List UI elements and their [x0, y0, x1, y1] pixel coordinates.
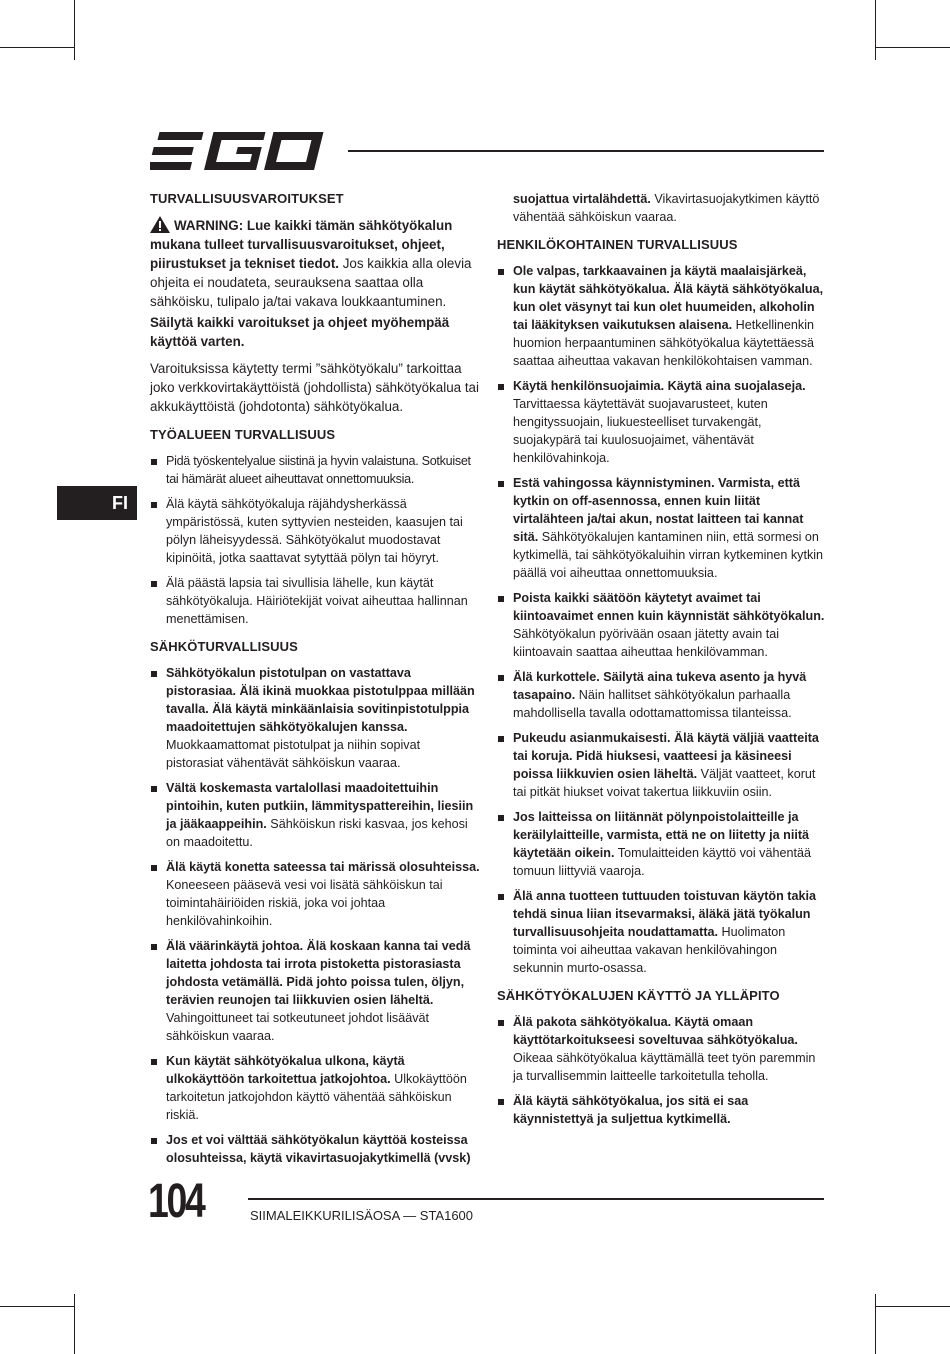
- language-tab: FI: [57, 486, 137, 520]
- list-item: Älä käytä sähkötyökaluja räjähdysherkässä ympäristössä, kuten syttyvien nesteiden, kaasujen tai pölyn läheisyydessä. Sähkötyökalut muodostavat kipinöitä, jotka saattavat sytyttää pölyn tai höyryt.: [150, 495, 480, 567]
- tool-use-list: [497, 1013, 827, 1128]
- warning-paragraph: [150, 216, 480, 351]
- list-item: Käytä henkilönsuojaimia. Käytä aina suojalaseja. Tarvittaessa käytettävät suojavarusteet, kuten hengityssuojain, liukuesteelliset turvakengät, suojakypärä tai kuulosuojaimet, vähentävät henkilövahinkoja.: [497, 377, 827, 467]
- header-rule: [348, 150, 824, 152]
- continuation-paragraph: suojattua virtalähdettä. Vikavirtasuojakytkimen käyttö vähentää sähköiskun vaaraa.: [513, 192, 820, 224]
- crop-mark: [875, 47, 950, 48]
- work-area-heading: TYÖALUEEN TURVALLISUUS: [150, 427, 336, 442]
- warning-label: WARNING:: [174, 218, 244, 233]
- warning-triangle-icon: [150, 216, 170, 233]
- ego-logo: [150, 130, 330, 172]
- list-item: Älä käytä konetta sateessa tai märissä olosuhteissa. Koneeseen pääsevä vesi voi lisätä sähköiskun tai toimintahäiriöiden riskiä, joka voi johtaa henkilövahinkoihin.: [150, 858, 480, 930]
- list-item: Kun käytät sähkötyökalua ulkona, käytä ulkokäyttöön tarkoitettua jatkojohtoa. Ulkokäyttöön tarkoitetun jatkojohdon käyttö vähentää sähköiskun riskiä.: [150, 1052, 480, 1124]
- list-item: Älä kurkottele. Säilytä aina tukeva asento ja hyvä tasapaino. Näin hallitset sähkötyökalun parhaalla mahdollisella tavalla odottamattomissa tilanteissa.: [497, 668, 827, 722]
- personal-heading: HENKILÖKOHTAINEN TURVALLISUUS: [497, 237, 738, 252]
- list-item: Pidä työskentelyalue siistinä ja hyvin valaistuna. Sotkuiset tai hämärät alueet aiheuttavat onnettomuuksia.: [150, 452, 480, 488]
- tool-use-heading: SÄHKÖTYÖKALUJEN KÄYTTÖ JA YLLÄPITO: [497, 988, 780, 1003]
- list-item: Jos et voi välttää sähkötyökalun käyttöä kosteissa olosuhteissa, käytä vikavirtasuojakytkimellä (vvsk): [150, 1131, 480, 1167]
- list-item: Pukeudu asianmukaisesti. Älä käytä väljiä vaatteita tai koruja. Pidä hiuksesi, vaatteesi ja käsineesi poissa liikkuvien osien läheltä. Väljät vaatteet, korut tai pitkät hiukset voivat takertua liikkuviin osiin.: [497, 729, 827, 801]
- right-column: [497, 190, 827, 1135]
- list-item: Älä päästä lapsia tai sivullisia lähelle, kun käytät sähkötyökaluja. Häiriötekijät voivat aiheuttaa hallinnan menettämisen.: [150, 574, 480, 628]
- electrical-heading: SÄHKÖTURVALLISUUS: [150, 639, 298, 654]
- list-item: Älä pakota sähkötyökalua. Käytä omaan käyttötarkoitukseesi soveltuvaa sähkötyökalua. Oikeaa sähkötyökalua käyttämällä teet työn paremmin ja turvallisemmin laitteelle tarkoitetulla teholla.: [497, 1013, 827, 1085]
- left-column: [150, 190, 480, 1174]
- page-number: 104: [148, 1175, 204, 1228]
- list-item: Estä vahingossa käynnistyminen. Varmista, että kytkin on off-asennossa, ennen kuin liität virtalähteen ja/tai akun, nostat laitteen tai kannat sitä. Sähkötyökalujen kantaminen niin, että sormesi on kytkimellä, tai sähkötyökaluihin virran kytkeminen kytkin päällä voi aiheuttaa onnettomuuksia.: [497, 474, 827, 582]
- list-item: Poista kaikki säätöön käytetyt avaimet tai kiintoavaimet ennen kuin käynnistät sähkötyökalun. Sähkötyökalun pyörivään osaan jätetty avain tai kiintoavain saattaa aiheuttaa henkilövamman.: [497, 589, 827, 661]
- crop-mark: [875, 1294, 876, 1354]
- electrical-list: [150, 664, 480, 1167]
- list-item: Ole valpas, tarkkaavainen ja käytä maalaisjärkeä, kun käytät sähkötyökalua. Älä käytä sähkötyökalua, kun olet väsynyt tai kun olet huumeiden, alkoholin tai lääkityksen vaikutuksen alaisena. Hetkellinenkin huomion herpaantuminen sähkötyökalua käytettäessä saattaa aiheuttaa vakavan henkilökohtaisen vamman.: [497, 262, 827, 370]
- crop-mark: [875, 0, 876, 60]
- crop-mark: [74, 1294, 75, 1354]
- work-area-list: [150, 452, 480, 628]
- warning-bold-text: Lue kaikki tämän sähkötyökalun mukana tulleet turvallisuusvaroitukset, ohjeet, piirustukset ja tekniset tiedot.: [150, 218, 453, 271]
- list-item: Vältä koskemasta vartalollasi maadoitettuihin pintoihin, kuten putkiin, lämmityspattereihin, liesiin ja jääkaappeihin. Sähköiskun riski kasvaa, jos kehosi on maadoitettu.: [150, 779, 480, 851]
- list-item: Älä käytä sähkötyökalua, jos sitä ei saa käynnistettyä ja suljettua kytkimellä.: [497, 1092, 827, 1128]
- crop-mark: [0, 1306, 75, 1307]
- list-item: Sähkötyökalun pistotulpan on vastattava pistorasiaa. Älä ikinä muokkaa pistotulppaa millään tavalla. Älä käytä minkäänlaisia sovitinpistotulppia maadoitettujen sähkötyökalujen kanssa. Muokkaamattomat pistotulpat ja niihin sopivat pistorasiat vähentävät sähköiskun vaaraa.: [150, 664, 480, 772]
- safety-heading: TURVALLISUUSVAROITUKSET: [150, 191, 344, 206]
- list-item: Älä anna tuotteen tuttuuden toistuvan käytön takia tehdä sinua liian itsevarmaksi, äläkä jätä työkalun turvallisuusohjeita noudattamatta. Huolimaton toiminta voi aiheuttaa vakavan henkilövahingon sekunnin murto-osassa.: [497, 887, 827, 977]
- list-item: Jos laitteissa on liitännät pölynpoistolaitteille ja keräilylaitteille, varmista, että ne on liitetty ja niitä käytetään oikein. Tomulaitteiden käyttö voi vähentää tomuun liittyviä vaaroja.: [497, 808, 827, 880]
- footer-title: SIIMALEIKKURILISÄOSA — STA1600: [250, 1208, 474, 1223]
- crop-mark: [74, 0, 75, 60]
- crop-mark: [0, 47, 75, 48]
- crop-mark: [875, 1306, 950, 1307]
- warning-save-text: Säilytä kaikki varoitukset ja ohjeet myöhempää käyttöä varten.: [150, 315, 450, 349]
- personal-list: [497, 262, 827, 977]
- footer-rule: [248, 1198, 824, 1200]
- warning-normal-text: Jos kaikkia alla olevia ohjeita ei noudateta, seurauksena saattaa olla sähköisku, tulipalo ja/tai vakava loukkaantuminen.: [150, 256, 472, 309]
- term-paragraph: Varoituksissa käytetty termi ”sähkötyökalu” tarkoittaa joko verkkovirtakäyttöistä (johdollista) sähkötyökalua tai akkukäyttöistä (johdotonta) sähkötyökalua.: [150, 361, 479, 414]
- list-item: Älä väärinkäytä johtoa. Älä koskaan kanna tai vedä laitetta johdosta tai irrota pistoketta pistorasiasta johdosta vetämällä. Pidä johto poissa tulen, öljyn, terävien reunojen tai liikkuvien osien läheltä. Vahingoittuneet tai sotkeutuneet johdot lisäävät sähköiskun vaaraa.: [150, 937, 480, 1045]
